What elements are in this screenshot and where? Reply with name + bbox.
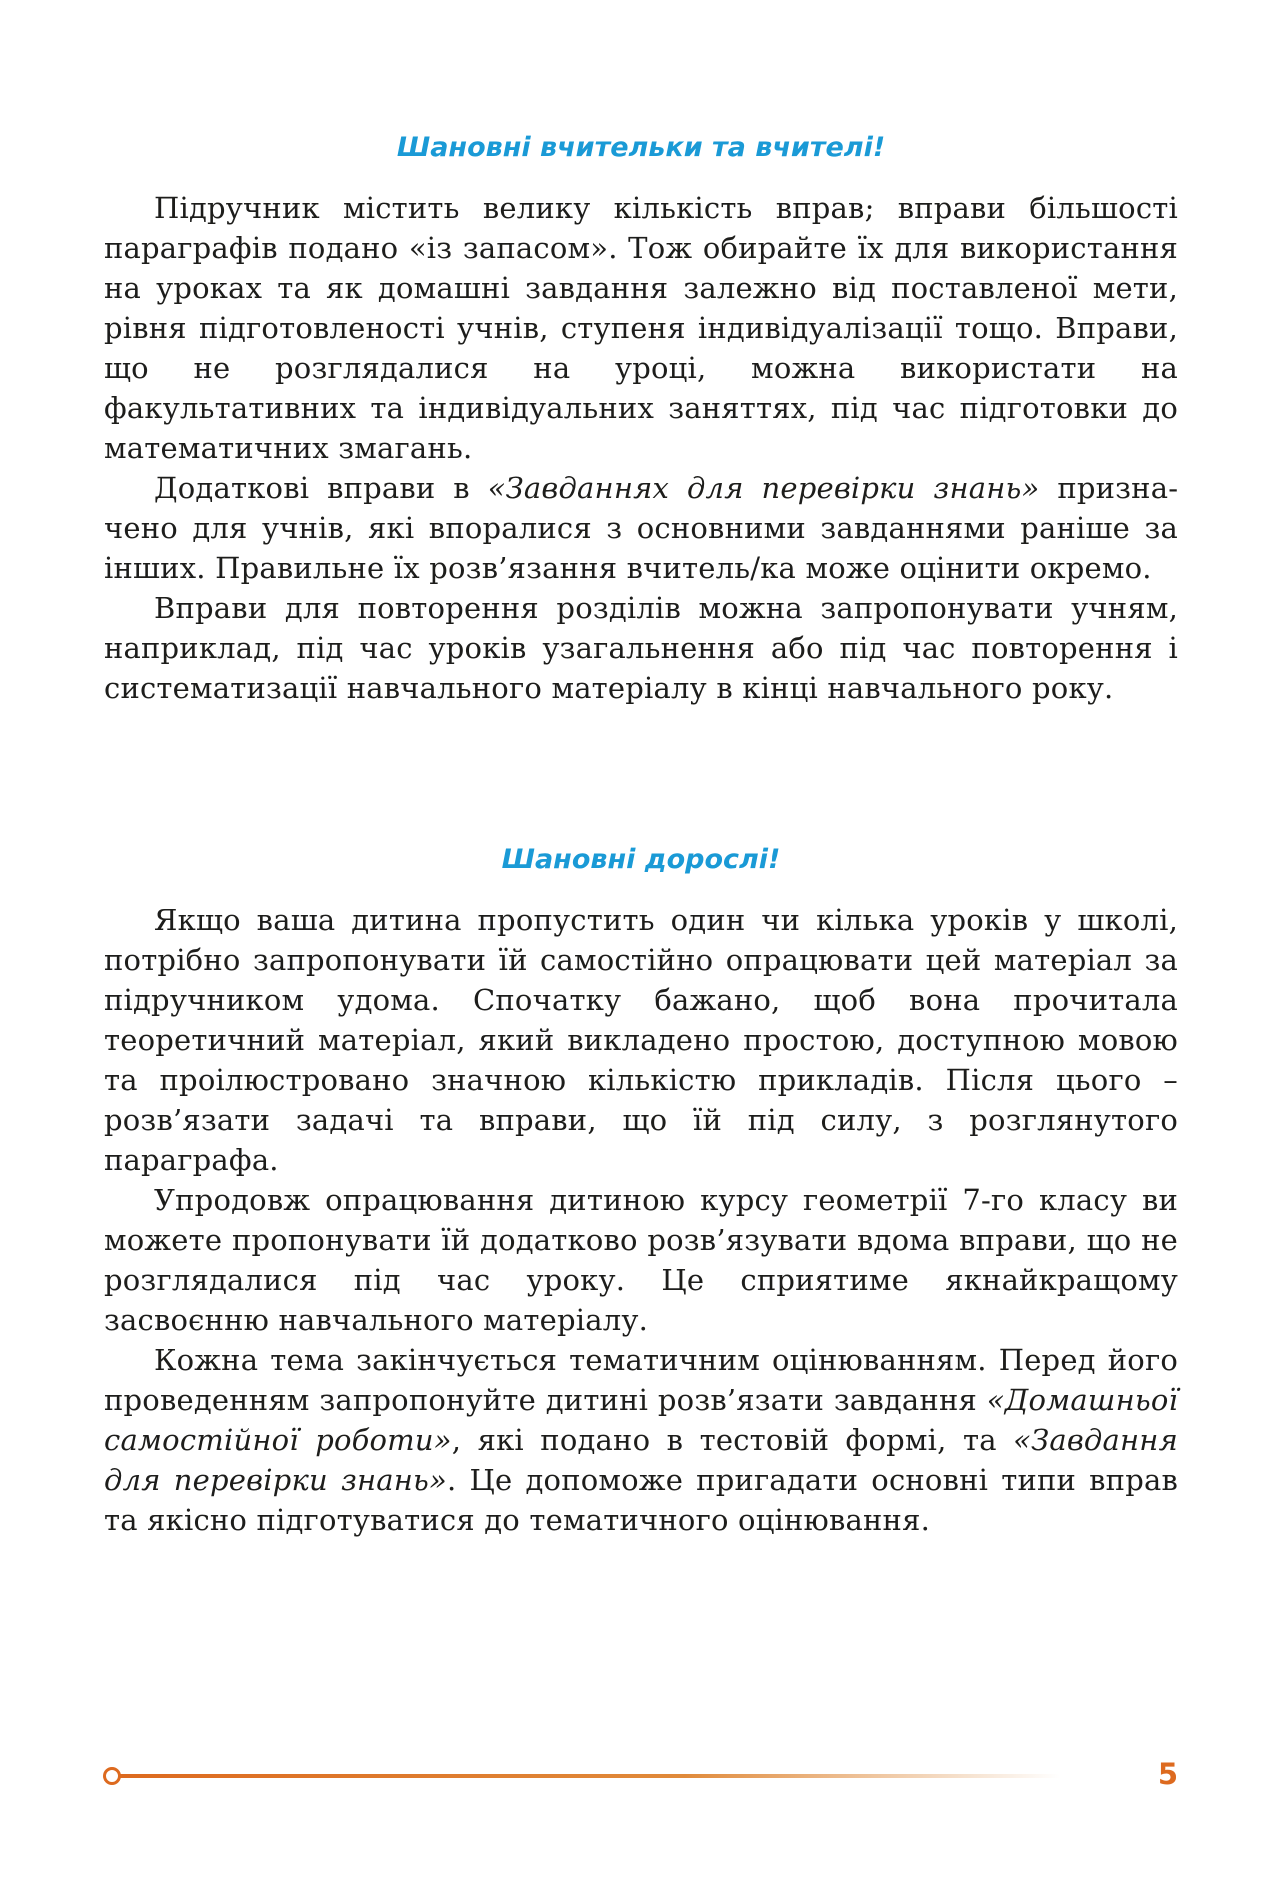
parents-heading: Шановні дорослі! bbox=[501, 844, 781, 875]
teachers-p2-italic: «Завданнях для перевірки знань» bbox=[487, 471, 1040, 505]
footer-circle-marker bbox=[103, 1767, 121, 1785]
parents-p3-text-end: . Це допоможе пригадати основні типи вправ та якісно підготуватися до тематичного оцінювання. bbox=[104, 1463, 1178, 1537]
teachers-heading: Шановні вчительки та вчителі! bbox=[396, 132, 886, 163]
footer-rule bbox=[120, 1774, 1060, 1778]
parents-paragraph-2: Упродовж опрацювання дитиною курсу геометрії 7-го класу ви можете пропонувати їй додатково розв’язувати вдома вправи, що не розглядалися під час уроку. Це сприятиме якнайкращому засвоєнню навчального матеріалу. bbox=[104, 1183, 1178, 1337]
parents-paragraph-3 bbox=[104, 1340, 1178, 1540]
parents-p3-italic-2: «Завдання для перевірки знань» bbox=[104, 1423, 1179, 1497]
parents-p3-text-middle: , які подано в тестовій формі, та bbox=[451, 1423, 1014, 1457]
parents-section bbox=[104, 840, 1178, 1540]
page-number: 5 bbox=[1157, 1757, 1178, 1791]
teachers-p2-text-end: призначено для учнів, які впоралися з основними завданнями раніше за інших. Правильне їх розв’язання вчитель/ка може оцінити окремо. bbox=[104, 471, 1179, 585]
teachers-paragraph-1: Підручник містить велику кількість вправ; вправи більшості параграфів подано «із запасом». Тож обирайте їх для використання на уроках та як домашні завдання залежно від поставленої мети, рівня підготовленості учнів, ступеня індивідуалізації тощо. Вправи, що не розглядалися на уроці, можна використати на факультативних та індивідуальних заняттях, під час підготовки до математичних змагань. bbox=[104, 191, 1178, 465]
parents-paragraph-1: Якщо ваша дитина пропустить один чи кілька уроків у школі, потрібно запропонувати їй самостійно опрацювати цей матеріал за підручником удома. Спочатку бажано, щоб вона прочитала теоретичний матеріал, який викладено простою, доступною мовою та проілюстровано значною кількістю прикладів. Після цього – розв’язати задачі та вправи, що їй під силу, з розглянутого параграфа. bbox=[104, 903, 1178, 1177]
teachers-paragraph-3: Вправи для повторення розділів можна запропонувати учням, наприклад, під час уроків узагальнення або під час повторення і систематизації навчального матеріалу в кінці навчального року. bbox=[104, 591, 1178, 705]
parents-p3-text-start: Кожна тема закінчується тематичним оцінюванням. Перед його проведенням запропонуйте дитині розв’язати завдання bbox=[104, 1343, 1178, 1417]
teachers-section bbox=[104, 128, 1178, 708]
teachers-p2-text-start: Додаткові вправи в bbox=[154, 471, 488, 505]
teachers-paragraph-2 bbox=[104, 468, 1178, 588]
parents-p3-italic-1: «Домашньої самостійної роботи» bbox=[104, 1383, 1178, 1457]
